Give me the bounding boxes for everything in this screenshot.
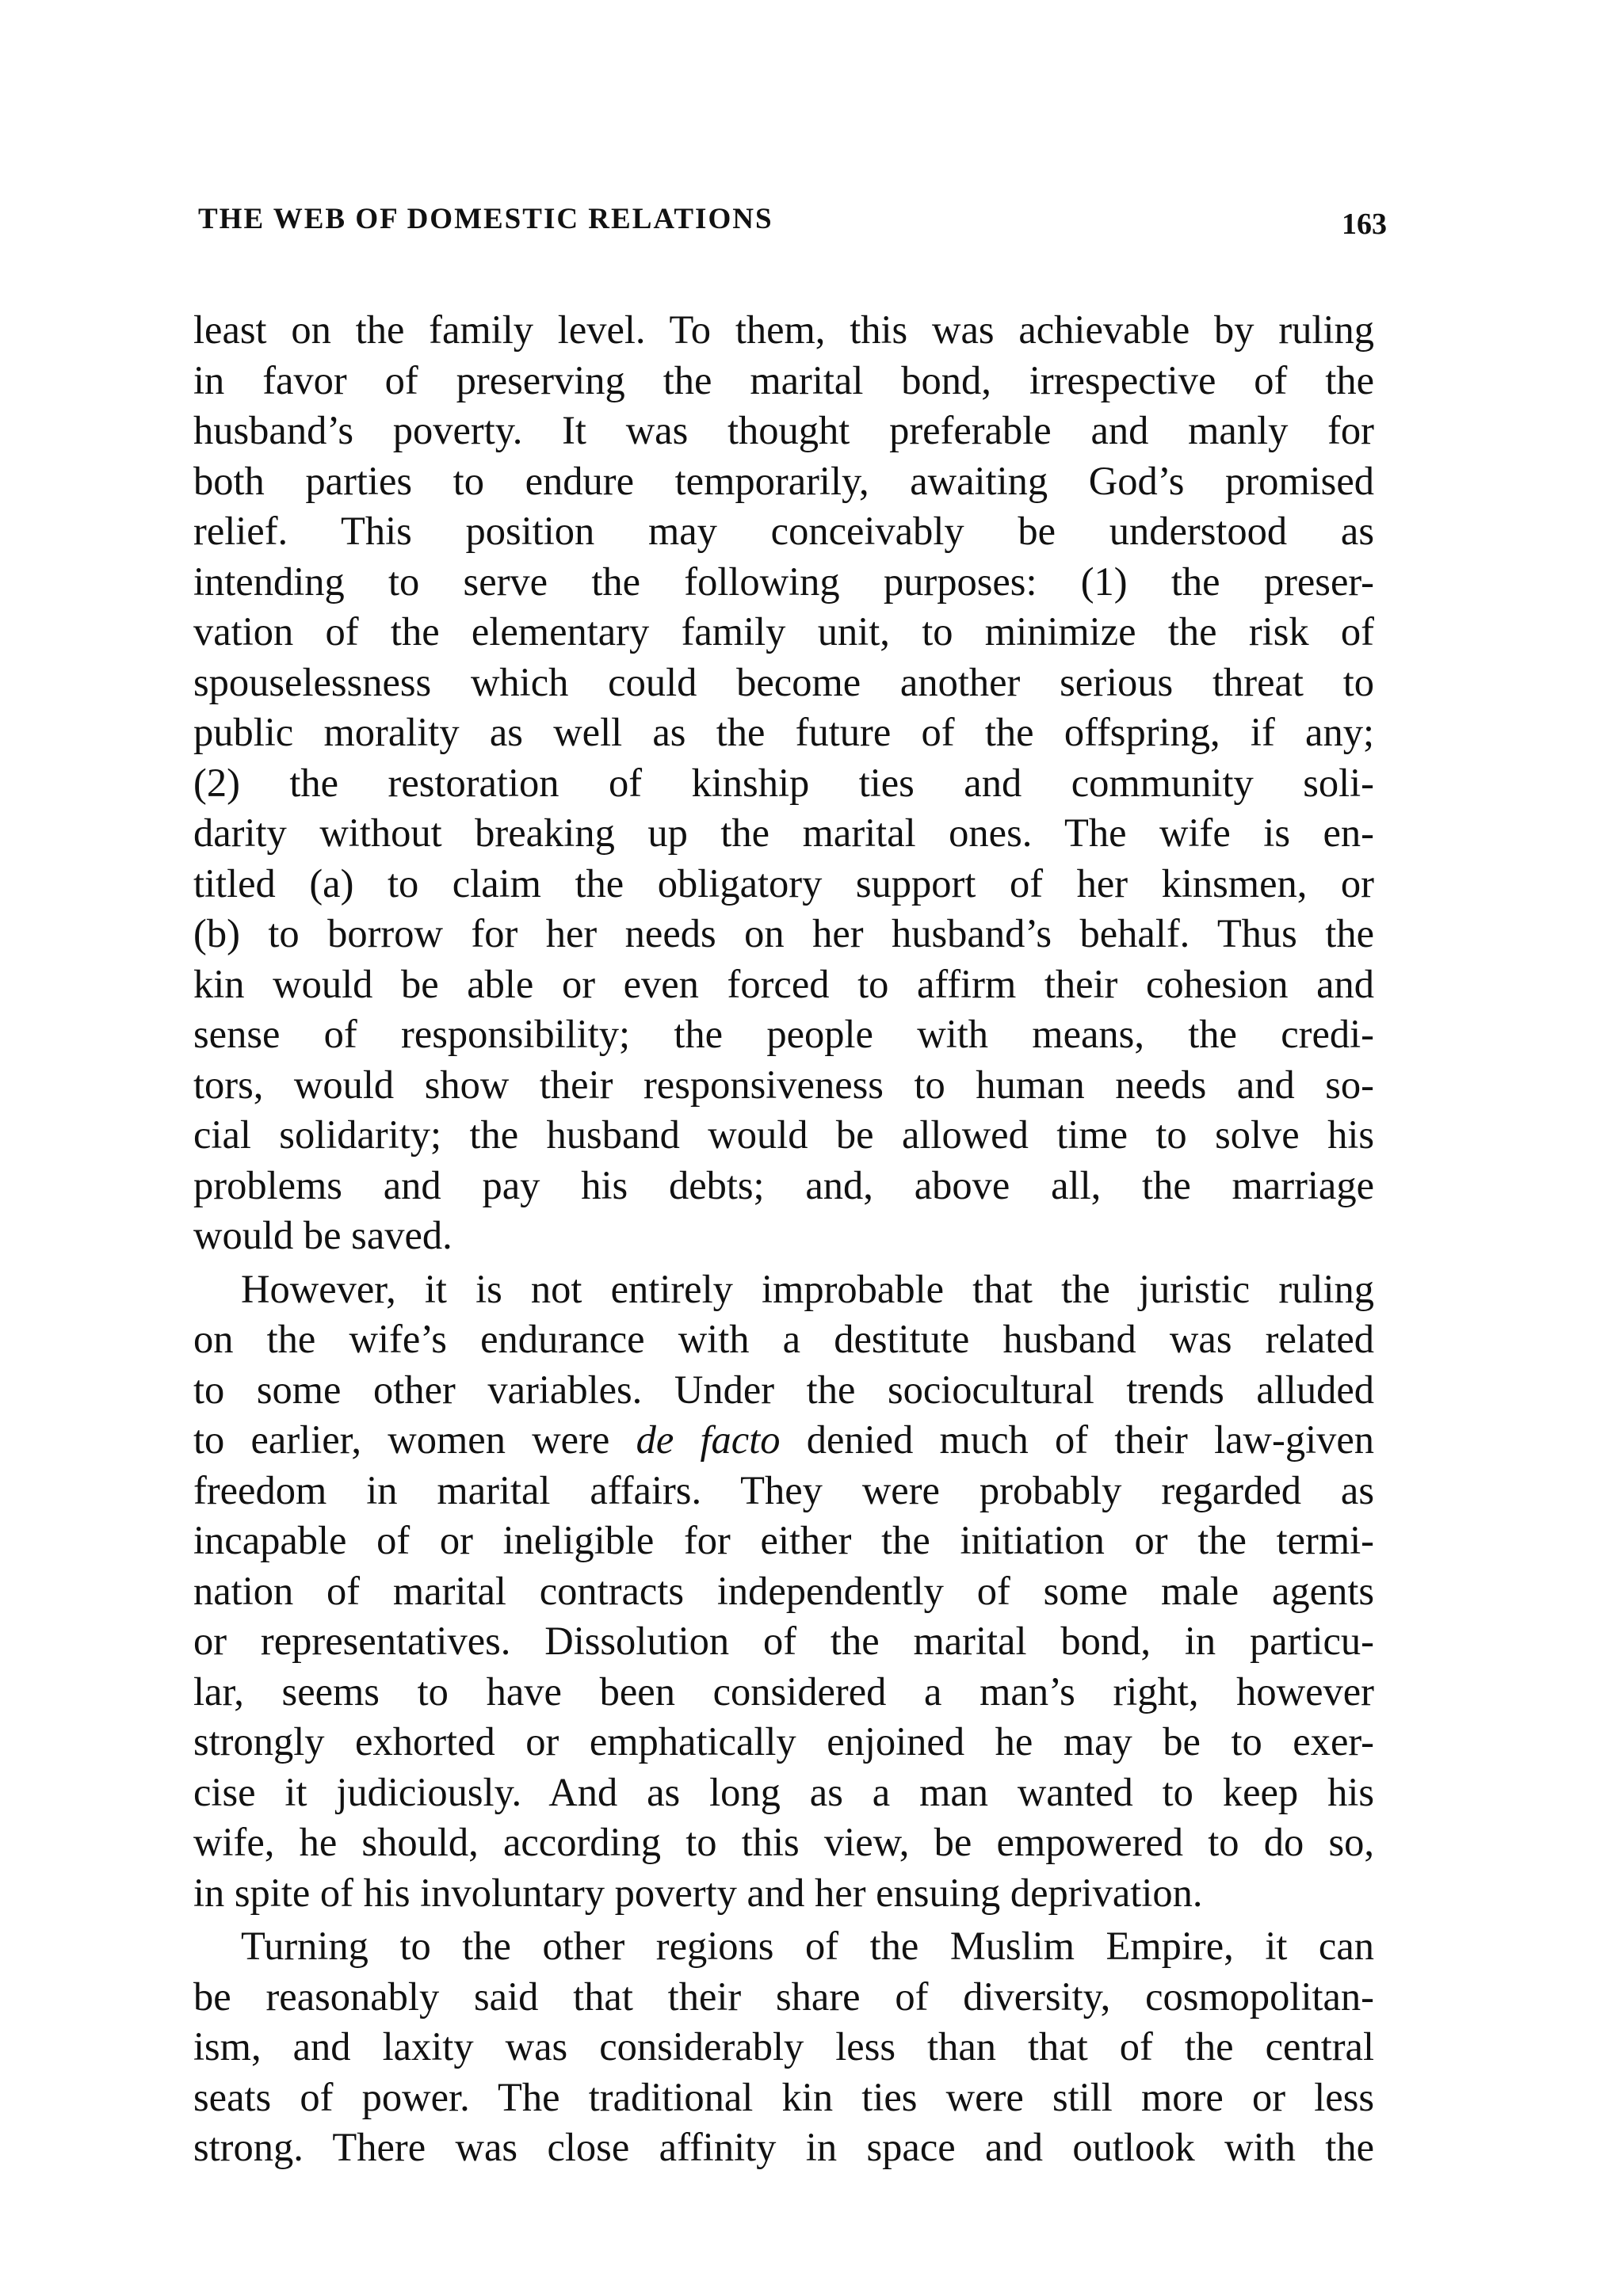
text-line: cise it judiciously. And as long as a man wanted to keep his (193, 1769, 1374, 1814)
text-line: on the wife’s endurance with a destitute husband was related (193, 1317, 1374, 1361)
running-head (198, 200, 1387, 247)
text-line: vation of the elementary family unit, to minimize the risk of (193, 609, 1374, 654)
text-line: to some other variables. Under the sociocultural trends alluded (193, 1367, 1374, 1412)
text-line: strongly exhorted or emphatically enjoined he may be to exer- (193, 1719, 1374, 1764)
text-line: (b) to borrow for her needs on her husband’s behalf. Thus the (193, 911, 1374, 955)
text-line: both parties to endure temporarily, awaiting God’s promised (193, 458, 1374, 503)
text-line: incapable of or ineligible for either the initiation or the termi- (193, 1518, 1374, 1562)
text-line: public morality as well as the future of the offspring, if any; (193, 710, 1374, 754)
text-fragment: denied much of their law-given (780, 1417, 1375, 1462)
text-line: husband’s poverty. It was thought preferable and manly for (193, 408, 1374, 452)
paragraph-3 (193, 1921, 1374, 2173)
text-line: would be saved. (193, 1213, 453, 1257)
page-number: 163 (1342, 208, 1387, 241)
text-line: seats of power. The traditional kin ties were still more or less (193, 2074, 1374, 2119)
text-line: cial solidarity; the husband would be allowed time to solve his (193, 1112, 1374, 1157)
text-line: or representatives. Dissolution of the marital bond, in particu- (193, 1619, 1374, 1663)
paragraph-1 (193, 305, 1374, 1261)
text-line: freedom in marital affairs. They were probably regarded as (193, 1467, 1374, 1512)
text-fragment: to earlier, women were (193, 1417, 636, 1462)
text-line: be reasonably said that their share of diversity, cosmopolitan- (193, 1974, 1374, 2019)
italic-phrase: de facto (636, 1417, 781, 1462)
text-line-with-italic (193, 1415, 1374, 1466)
text-line: nation of marital contracts independently of some male agents (193, 1568, 1374, 1613)
text-line: tors, would show their responsiveness to human needs and so- (193, 1062, 1374, 1107)
text-line: Turning to the other regions of the Muslim Empire, it can (241, 1924, 1374, 1968)
paragraph-2 (193, 1264, 1374, 1919)
text-line: problems and pay his debts; and, above all, the marriage (193, 1162, 1374, 1207)
text-line: in spite of his involuntary poverty and her ensuing deprivation. (193, 1870, 1203, 1915)
text-line: ism, and laxity was considerably less than that of the central (193, 2024, 1374, 2069)
text-line: relief. This position may conceivably be understood as (193, 509, 1374, 553)
text-line: spouselessness which could become another serious threat to (193, 659, 1374, 704)
running-title: THE WEB OF DOMESTIC RELATIONS (198, 203, 773, 235)
body-text (193, 305, 1374, 2173)
text-line: wife, he should, according to this view, be empowered to do so, (193, 1820, 1374, 1864)
text-line: kin would be able or even forced to affirm their cohesion and (193, 961, 1374, 1006)
text-line: least on the family level. To them, this was achievable by ruling (193, 307, 1374, 352)
text-line: strong. There was close affinity in space and outlook with the (193, 2125, 1374, 2169)
text-line: in favor of preserving the marital bond, irrespective of the (193, 357, 1374, 402)
text-line: However, it is not entirely improbable that the juristic ruling (241, 1266, 1374, 1311)
text-line: titled (a) to claim the obligatory support of her kinsmen, or (193, 860, 1374, 906)
text-line: lar, seems to have been considered a man’s right, however (193, 1669, 1374, 1714)
text-line: sense of responsibility; the people with means, the credi- (193, 1012, 1374, 1056)
text-line: (2) the restoration of kinship ties and community soli- (193, 760, 1374, 805)
text-line: darity without breaking up the marital ones. The wife is en- (193, 810, 1374, 855)
text-line: intending to serve the following purposes: (1) the preser- (193, 559, 1374, 604)
